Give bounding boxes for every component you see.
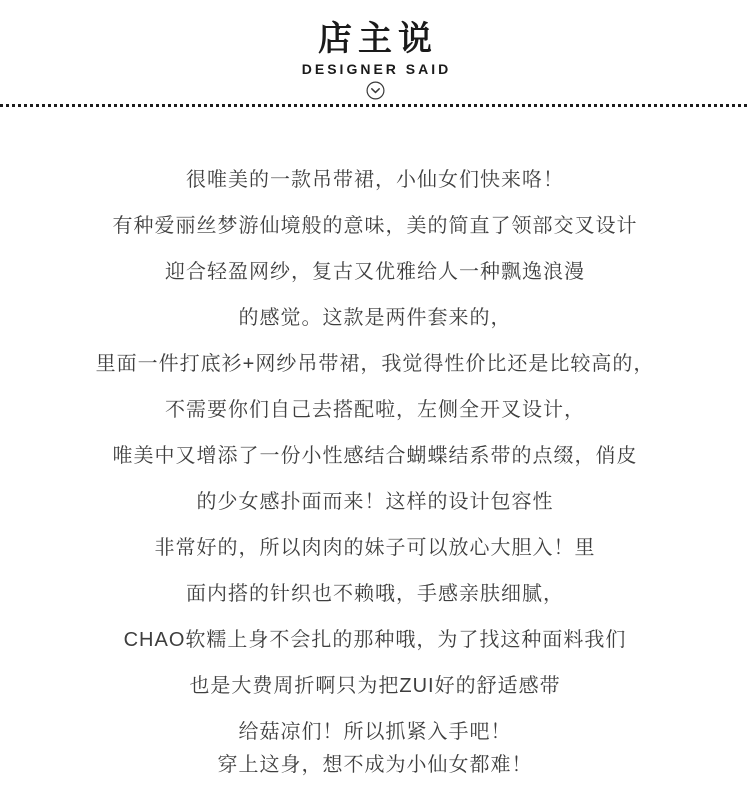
description-line: 给菇凉们！所以抓紧入手吧！ <box>238 721 512 743</box>
description-line: 非常好的，所以肉肉的妹子可以放心大胆入！里 <box>154 537 596 559</box>
chevron-down-circle-icon <box>0 80 750 100</box>
description-line: 穿上这身，想不成为小仙女都难！ <box>217 754 533 776</box>
page-title: 店主说 <box>318 20 438 58</box>
description-line: 唯美中又增添了一份小性感结合蝴蝶结系带的点缀，俏皮 <box>112 445 638 467</box>
description-text <box>0 107 750 788</box>
description-line: 的少女感扑面而来！这样的设计包容性 <box>196 491 554 513</box>
description-line: 也是大费周折啊只为把ZUI好的舒适感带 <box>189 675 561 697</box>
header <box>0 0 750 100</box>
description-line: 的感觉。这款是两件套来的， <box>238 307 512 329</box>
description-line: 有种爱丽丝梦游仙境般的意味，美的简直了领部交叉设计 <box>112 215 638 237</box>
description-line: 不需要你们自己去搭配啦，左侧全开叉设计， <box>165 399 585 421</box>
description-line: 很唯美的一款吊带裙，小仙女们快来咯！ <box>186 169 564 191</box>
description-line: 里面一件打底衫+网纱吊带裙，我觉得性价比还是比较高的， <box>95 353 655 375</box>
description-line: 迎合轻盈网纱，复古又优雅给人一种飘逸浪漫 <box>165 261 585 283</box>
description-line: 面内搭的针织也不赖哦，手感亲肤细腻， <box>186 583 564 605</box>
page-subtitle: DESIGNER SAID <box>301 61 452 77</box>
description-line: CHAO软糯上身不会扎的那种哦，为了找这种面料我们 <box>123 629 627 651</box>
